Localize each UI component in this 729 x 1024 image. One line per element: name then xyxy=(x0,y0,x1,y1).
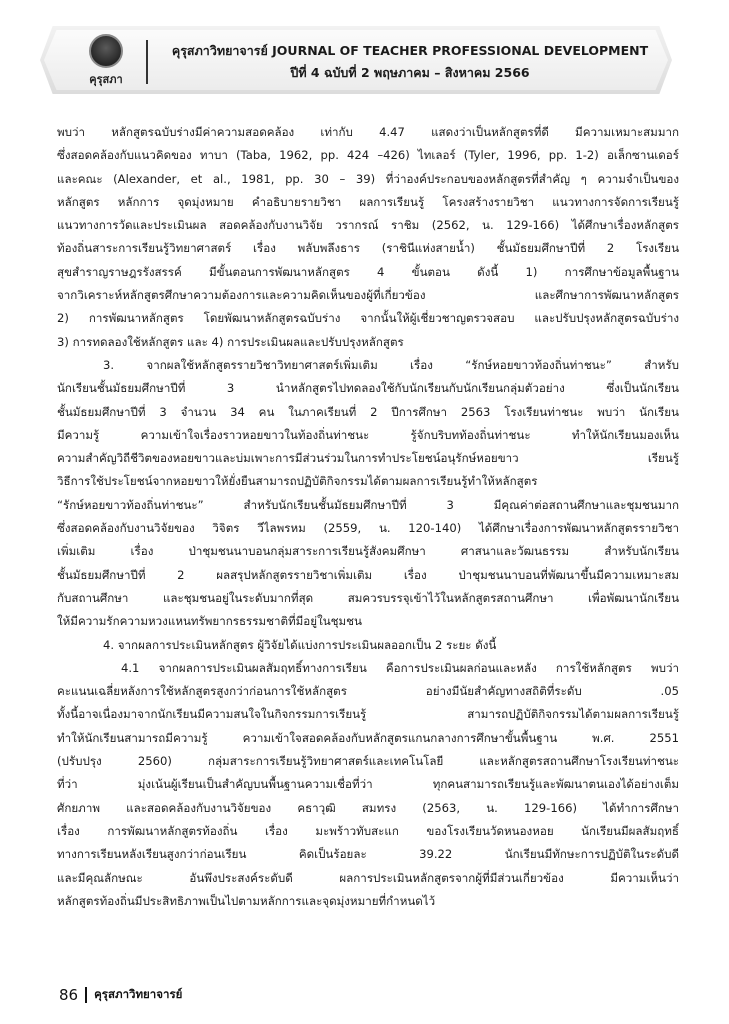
journal-logo xyxy=(80,34,132,92)
journal-title: คุรุสภาวิทยาจารย์ JOURNAL OF TEACHER PROFESSIONAL DEVELOPMENT xyxy=(171,43,649,58)
text-line: 4. จากผลการประเมินหลักสูตร ผู้วิจัยได้แบ่งการประเมินผลออกเป็น 2 ระยะ ดังนี้ xyxy=(103,637,497,652)
text-line: จากวิเคราะห์หลักสูตรศึกษาความต้องการและความคิดเห็นของผู้ที่เกี่ยวข้อง และศึกษาการพัฒนาหลักสูตร xyxy=(57,288,679,303)
text-line: ความสำคัญวิถีชีวิตของหอยขาวและบ่มเพาะการมีส่วนร่วมในการทำประโยชน์อนุรักษ์หอยขาว เรียนรู้ xyxy=(57,451,679,466)
text-line: ทางการเรียนหลังเรียนสูงกว่าก่อนเรียน คิดเป็นร้อยละ 39.22 นักเรียนมีทักษะการปฏิบัติในระดับดี xyxy=(57,847,679,862)
text-line: กับสถานศึกษา และชุมชนอยู่ในระดับมากที่สุด สมควรบรรจุเข้าไว้ในหลักสูตรสถานศึกษา เพื่อพัฒนานักเรียน xyxy=(57,590,679,605)
text-line: “รักษ์หอยขาวท้องถิ่นท่าชนะ” สำหรับนักเรียนชั้นมัธยมศึกษาปีที่ 3 มีคุณค่าต่อสถานศึกษาและชุมชนมาก xyxy=(57,497,679,512)
footer-divider xyxy=(85,987,87,1003)
text-line: ซึ่งสอดคล้องกับงานวิจัยของ วิจิตร วีไลพรหม (2559, น. 120-140) ได้ศึกษาเรื่องการพัฒนาหลักสูตรรายวิชา xyxy=(57,521,679,536)
logo-text: คุรุสภา xyxy=(89,73,123,86)
text-line: ท้องถิ่นสาระการเรียนรู้วิทยาศาสตร์ เรื่อง พลับพลึงธาร (ราชินีแห่งสายน้ำ) ชั้นมัธยมศึกษาปีที่ 2 โรงเรียน xyxy=(57,241,679,256)
text-line: นักเรียนชั้นมัธยมศึกษาปีที่ 3 นำหลักสูตรไปทดลองใช้กับนักเรียนกับนักเรียนกลุ่มตัวอย่าง ซึ่งเป็นนักเรียน xyxy=(57,381,679,396)
text-line: วิธีการใช้ประโยชน์จากหอยขาวให้ยั่งยืนสามารถปฏิบัติกิจกรรมได้ตามผลการเรียนรู้ทำให้หลักสูตร xyxy=(57,474,538,489)
journal-header xyxy=(160,40,660,84)
header-divider xyxy=(146,40,148,84)
text-line: ที่ว่า มุ่งเน้นผู้เรียนเป็นสำคัญบนพื้นฐานความเชื่อที่ว่า ทุกคนสามารถเรียนรู้และพัฒนาตนเองได้อย่างเต็ม xyxy=(57,777,679,792)
emblem-icon xyxy=(89,34,123,68)
text-line: (ปรับปรุง 2560) กลุ่มสาระการเรียนรู้วิทยาศาสตร์และเทคโนโลยี และหลักสูตรสถานศึกษาโรงเรียนท่าชนะ xyxy=(57,754,679,769)
text-line: หลักสูตรท้องถิ่นมีประสิทธิภาพเป็นไปตามหลักการและจุดมุ่งหมายที่กำหนดไว้ xyxy=(57,893,436,908)
text-line: ศักยภาพ และสอดคล้องกับงานวิจัยของ คธาวุฒิ สมทรง (2563, น. 129-166) ได้ทำการศึกษา xyxy=(57,800,679,815)
text-line: เพิ่มเติม เรื่อง ป่าชุมชนนาบอนกลุ่มสาระการเรียนรู้สังคมศึกษา ศาสนาและวัฒนธรรม สำหรับนักเรียน xyxy=(57,544,679,559)
text-line: หลักสูตร หลักการ จุดมุ่งหมาย คำอธิบายรายวิชา ผลการเรียนรู้ โครงสร้างรายวิชา แนวทางการจัดการเรียนรู้ xyxy=(57,194,679,209)
text-line: และคณะ (Alexander, et al., 1981, pp. 30 – 39) ที่ว่าองค์ประกอบของหลักสูตรที่สำคัญ ๆ ความจำเป็นของ xyxy=(57,171,679,186)
text-line: ชั้นมัธยมศึกษาปีที่ 2 ผลสรุปหลักสูตรรายวิชาเพิ่มเติม เรื่อง ป่าชุมชนนาบอนที่พัฒนาขึ้นมีความเหมาะสม xyxy=(57,567,679,582)
text-line: มีความรู้ ความเข้าใจเรื่องราวหอยขาวในท้องถิ่นท่าชนะ รู้จักบริบทท้องถิ่นท่าชนะ ทำให้นักเรียนมองเห็น xyxy=(57,427,679,442)
text-line: 2) การพัฒนาหลักสูตร โดยพัฒนาหลักสูตรฉบับร่าง จากนั้นให้ผู้เชี่ยวชาญตรวจสอบ และปรับปรุงหลักสูตรฉบับร่าง xyxy=(57,311,679,326)
page-number: 86 xyxy=(59,986,79,1004)
text-line: ทำให้นักเรียนสามารถมีความรู้ ความเข้าใจสอดคล้องกับหลักสูตรแกนกลางการศึกษาขั้นพื้นฐาน พ.ศ. 2551 xyxy=(57,730,679,745)
text-line: คะแนนเฉลี่ยหลังการใช้หลักสูตรสูงกว่าก่อนการใช้หลักสูตร อย่างมีนัยสำคัญทางสถิติที่ระดับ .05 xyxy=(57,684,679,699)
text-line: และมีคุณลักษณะ อันพึงประสงค์ระดับดี ผลการประเมินหลักสูตรจากผู้ที่มีส่วนเกี่ยวข้อง มีความเห็นว่า xyxy=(57,870,679,885)
issue-info: ปีที่ 4 ฉบับที่ 2 พฤษภาคม – สิงหาคม 2566 xyxy=(290,65,530,80)
footer-journal-name: คุรุสภาวิทยาจารย์ xyxy=(94,987,183,1001)
text-line: พบว่า หลักสูตรฉบับร่างมีค่าความสอดคล้อง เท่ากับ 4.47 แสดงว่าเป็นหลักสูตรที่ดี มีความเหมาะสมมาก xyxy=(57,125,679,139)
text-line: 3) การทดลองใช้หลักสูตร และ 4) การประเมินผลและปรับปรุงหลักสูตร xyxy=(57,334,404,349)
text-line: เรื่อง การพัฒนาหลักสูตรท้องถิ่น เรื่อง มะพร้าวทับสะแก ของโรงเรียนวัดหนองหอย นักเรียนมีผลสัมฤทธิ์ xyxy=(57,823,679,838)
text-line: สุขสำราญราษฎรรังสรรค์ มีขั้นตอนการพัฒนาหลักสูตร 4 ขั้นตอน ดังนี้ 1) การศึกษาข้อมูลพื้นฐาน xyxy=(57,264,679,279)
article-body xyxy=(57,121,679,913)
page-footer xyxy=(59,984,182,1006)
text-line: 3. จากผลใช้หลักสูตรรายวิชาวิทยาศาสตร์เพิ่มเติม เรื่อง “รักษ์หอยขาวท้องถิ่นท่าชนะ” สำหรับ xyxy=(103,357,679,372)
text-line: ทั้งนี้อาจเนื่องมาจากนักเรียนมีความสนใจในกิจกรรมการเรียนรู้ สามารถปฏิบัติกิจกรรมได้ตามผลการเรียนรู้ xyxy=(57,707,679,722)
text-line: ให้มีความรักความหวงแหนทรัพยากรธรรมชาติที่มีอยู่ในชุมชน xyxy=(57,614,362,629)
text-line: แนวทางการวัดและประเมินผล สอดคล้องกับงานวิจัย วรากรณ์ ราชิม (2562, น. 129-166) ได้ศึกษาเรื่องหลักสูตร xyxy=(57,218,679,233)
text-line: ซึ่งสอดคล้องกับแนวคิดของ ทาบา (Taba, 1962, pp. 424 –426) ไทเลอร์ (Tyler, 1996, pp. 1-2) อเล็กซานเดอร์ xyxy=(57,148,679,163)
text-line: 4.1 จากผลการประเมินผลสัมฤทธิ์ทางการเรียน คือการประเมินผลก่อนและหลัง การใช้หลักสูตร พบว่า xyxy=(121,660,679,675)
text-line: ชั้นมัธยมศึกษาปีที่ 3 จำนวน 34 คน ในภาคเรียนที่ 2 ปีการศึกษา 2563 โรงเรียนท่าชนะ พบว่า นักเรียน xyxy=(57,404,679,419)
